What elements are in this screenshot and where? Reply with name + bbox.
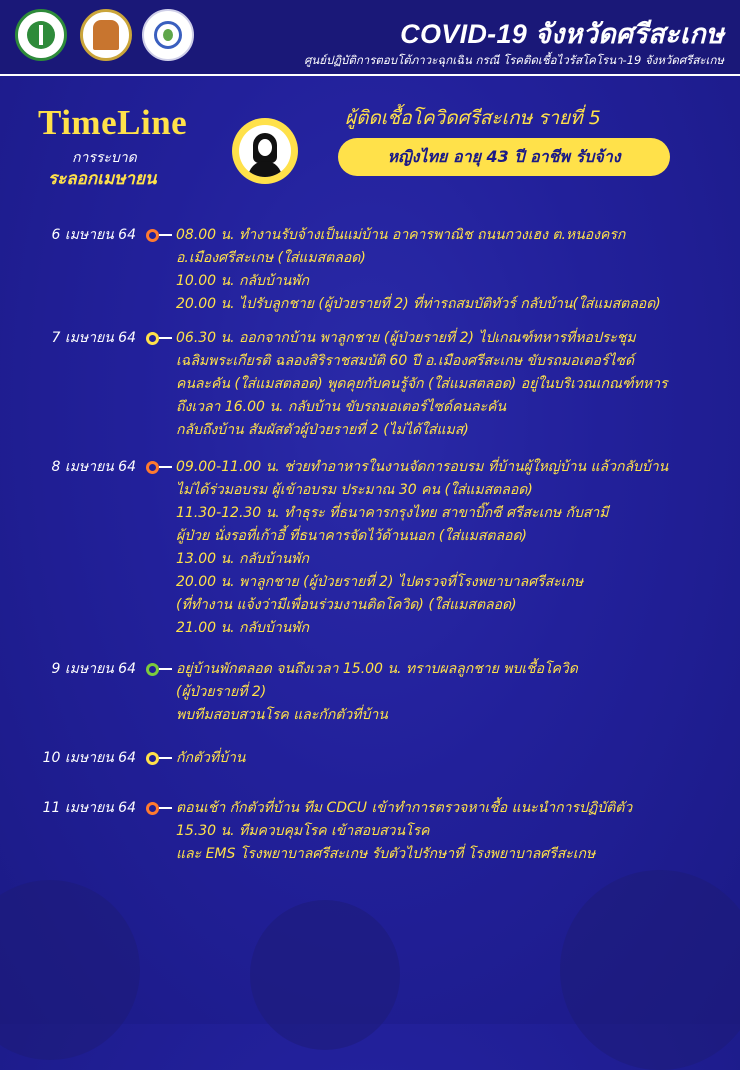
timeline-dot-icon xyxy=(146,752,159,765)
timeline-event-line: ถึงเวลา 16.00 น. กลับบ้าน ขับรถมอเตอร์ไซด์คนละคัน xyxy=(176,399,507,415)
timeline-connector xyxy=(159,466,172,468)
timeline-connector xyxy=(159,668,172,670)
timeline-event-line: 20.00 น. พาลูกชาย (ผู้ป่วยรายที่ 2) ไปตรวจที่โรงพยาบาลศรีสะเกษ xyxy=(176,574,584,590)
timeline-wave-label: ระลอกเมษายน xyxy=(48,169,157,189)
timeline-event-line: 20.00 น. ไปรับลูกชาย (ผู้ป่วยรายที่ 2) ที่ท่ารถสมบัติทัวร์ กลับบ้าน(ใส่แมสตลอด) xyxy=(176,296,661,312)
timeline-date: 11 เมษายน 64 xyxy=(42,800,136,816)
timeline-event-line: ผู้ป่วย นั่งรอที่เก้าอี้ ที่ธนาคารจัดไว้ด้านนอก (ใส่แมสตลอด) xyxy=(176,528,527,544)
sisaket-province-seal xyxy=(80,9,132,61)
timeline-dot-icon xyxy=(146,461,159,474)
naga-emblem-logo xyxy=(142,9,194,61)
timeline-dot-icon xyxy=(146,332,159,345)
timeline-date: 6 เมษายน 64 xyxy=(51,227,136,243)
timeline-subtitle: การระบาด xyxy=(72,150,137,166)
timeline-events xyxy=(176,224,661,316)
header-subtitle: ศูนย์ปฏิบัติการตอบโต้ภาวะฉุกเฉิน กรณี โรคติดเชื้อไวรัสโคโรนา-19 จังหวัดศรีสะเกษ xyxy=(304,53,724,67)
header-title: COVID-19 จังหวัดศรีสะเกษ xyxy=(400,19,724,49)
timeline-date: 8 เมษายน 64 xyxy=(51,459,136,475)
timeline-date: 10 เมษายน 64 xyxy=(42,750,136,766)
timeline-date: 7 เมษายน 64 xyxy=(51,330,136,346)
timeline-event-line: 10.00 น. กลับบ้านพัก xyxy=(176,273,309,289)
header-bar xyxy=(0,0,740,76)
case-info-badge xyxy=(338,138,670,176)
timeline-events xyxy=(176,797,632,866)
background-virus-shape xyxy=(0,880,140,1060)
timeline-event-line: (ผู้ป่วยรายที่ 2) xyxy=(176,684,267,700)
timeline-event-line: กลับถึงบ้าน สัมผัสตัวผู้ป่วยรายที่ 2 (ไม่ได้ใส่แมส) xyxy=(176,422,469,438)
timeline-connector xyxy=(159,807,172,809)
timeline-connector xyxy=(159,234,172,236)
timeline-event-line: 15.30 น. ทีมควบคุมโรค เข้าสอบสวนโรค xyxy=(176,823,430,839)
timeline-event-line: 11.30-12.30 น. ทำธุระ ที่ธนาคารกรุงไทย สาขาบิ๊กซี ศรีสะเกษ กับสามี xyxy=(176,505,609,521)
timeline-event-line: พบทีมสอบสวนโรค และกักตัวที่บ้าน xyxy=(176,707,388,723)
timeline-date: 9 เมษายน 64 xyxy=(51,661,136,677)
background-virus-shape xyxy=(560,870,740,1070)
timeline-title: TimeLine xyxy=(38,103,188,142)
timeline-event-line: (ที่ทำงาน แจ้งว่ามีเพื่อนร่วมงานติดโควิด) (ใส่แมสตลอด) xyxy=(176,597,517,613)
header-divider xyxy=(0,74,740,76)
timeline-events xyxy=(176,658,578,727)
timeline-event-line: ตอนเช้า กักตัวที่บ้าน ทีม CDCU เข้าทำการตรวจหาเชื้อ แนะนำการปฏิบัติตัว xyxy=(176,800,633,816)
timeline-event-line: 08.00 น. ทำงานรับจ้างเป็นแม่บ้าน อาคารพาณิช ถนนกวงเฮง ต.หนองครก xyxy=(176,227,626,243)
timeline-event-line: 13.00 น. กลับบ้านพัก xyxy=(176,551,309,567)
timeline-event-line: 21.00 น. กลับบ้านพัก xyxy=(176,620,309,636)
timeline-connector xyxy=(159,337,172,339)
timeline-event-line: อ.เมืองศรีสะเกษ (ใส่แมสตลอด) xyxy=(176,250,366,266)
timeline-dot-icon xyxy=(146,802,159,815)
female-person-icon xyxy=(232,118,298,184)
timeline-event-line: ไม่ได้ร่วมอบรม ผู้เข้าอบรม ประมาณ 30 คน (ใส่แมสตลอด) xyxy=(176,482,533,498)
timeline-event-line: และ EMS โรงพยาบาลศรีสะเกษ รับตัวไปรักษาที่ โรงพยาบาลศรีสะเกษ xyxy=(176,846,596,862)
case-title: ผู้ติดเชื้อโควิดศรีสะเกษ รายที่ 5 xyxy=(345,107,601,129)
timeline-dot-icon xyxy=(146,663,159,676)
timeline-event-line: อยู่บ้านพักตลอด จนถึงเวลา 15.00 น. ทราบผลลูกชาย พบเชื้อโควิด xyxy=(176,661,578,677)
timeline-event-line: 09.00-11.00 น. ช่วยทำอาหารในงานจัดการอบรม ที่บ้านผู้ใหญ่บ้าน แล้วกลับบ้าน xyxy=(176,459,669,475)
timeline-events xyxy=(176,456,668,640)
timeline-event-line: กักตัวที่บ้าน xyxy=(176,750,246,766)
ministry-of-public-health-logo xyxy=(15,9,67,61)
background-virus-shape xyxy=(250,900,400,1050)
timeline-event-line: เฉลิมพระเกียรติ ฉลองสิริราชสมบัติ 60 ปี อ.เมืองศรีสะเกษ ขับรถมอเตอร์ไซด์ xyxy=(176,353,635,369)
timeline-dot-icon xyxy=(146,229,159,242)
timeline-event-line: คนละคัน (ใส่แมสตลอด) พูดคุยกับคนรู้จัก (ใส่แมสตลอด) อยู่ในบริเวณเกณฑ์ทหาร xyxy=(176,376,668,392)
timeline-connector xyxy=(159,757,172,759)
timeline-events xyxy=(176,327,667,442)
timeline-event-line: 06.30 น. ออกจากบ้าน พาลูกชาย (ผู้ป่วยรายที่ 2) ไปเกณฑ์ทหารที่หอประชุม xyxy=(176,330,636,346)
timeline-events xyxy=(176,747,245,770)
case-info-text: หญิงไทย อายุ 43 ปี อาชีพ รับจ้าง xyxy=(387,147,621,166)
